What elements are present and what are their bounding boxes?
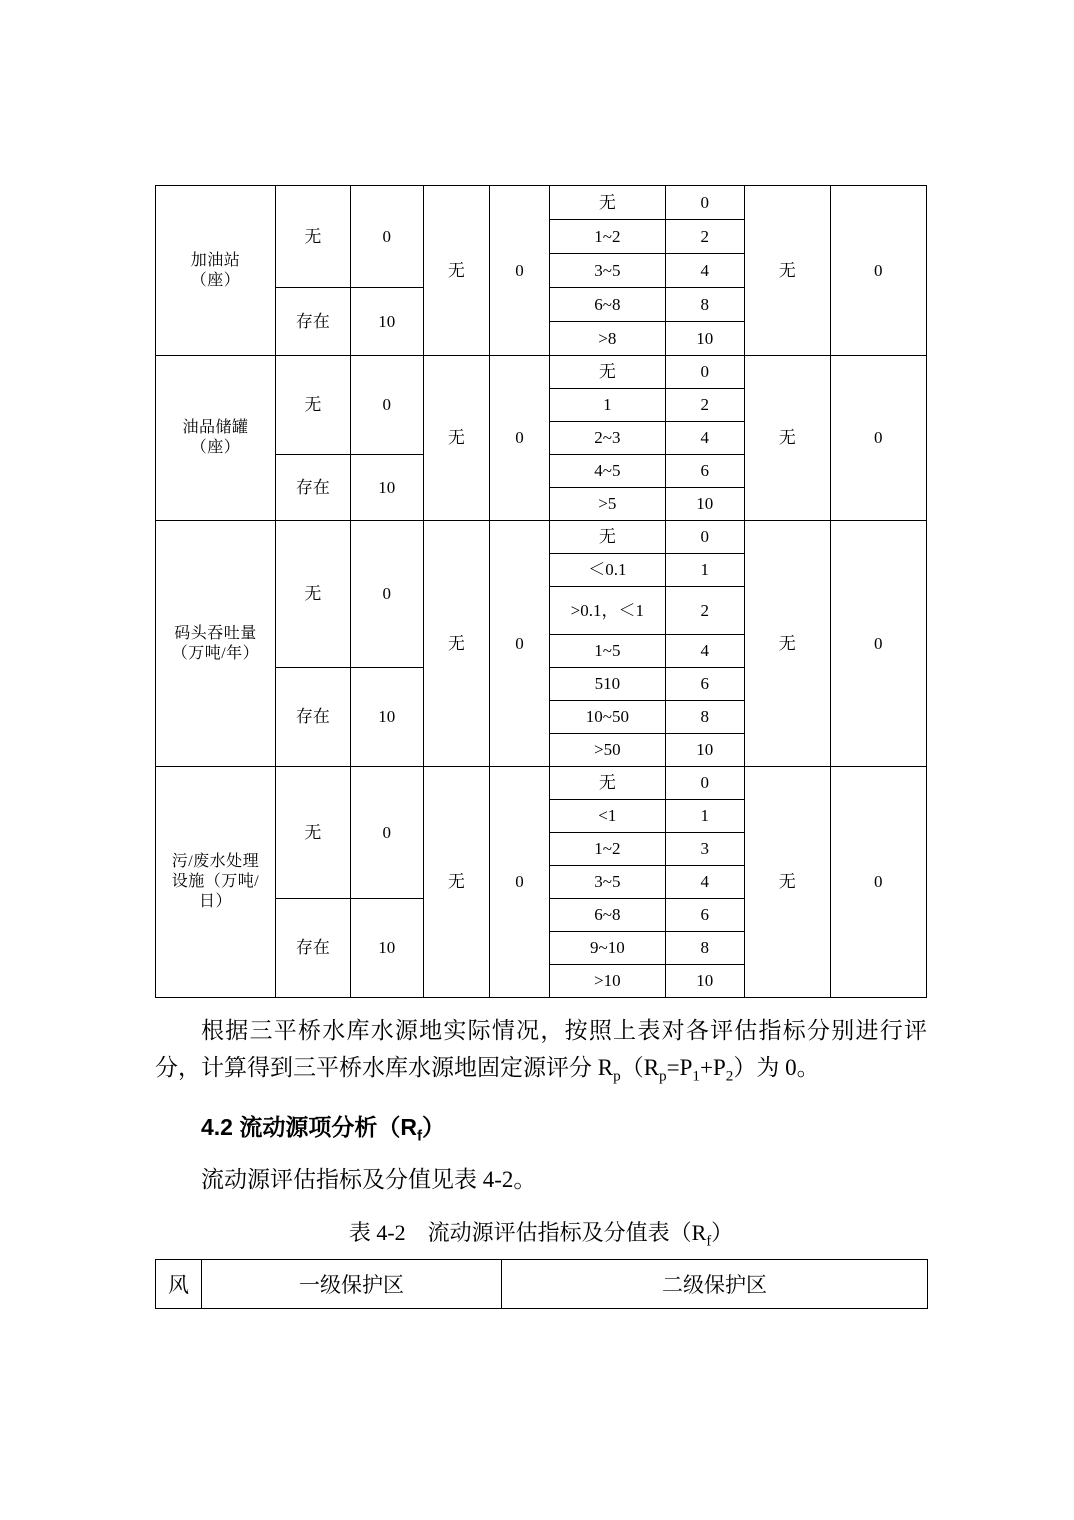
state-cell: 存在 <box>275 668 350 767</box>
caption-prefix: 表 4-2 流动源评估指标及分值表（R <box>348 1220 707 1246</box>
range-score-cell: 3 <box>665 833 744 866</box>
state-score-cell: 10 <box>350 899 423 998</box>
state-score-cell: 10 <box>350 455 423 521</box>
range-score-cell: 2 <box>665 220 744 254</box>
state-cell: 存在 <box>275 455 350 521</box>
row-label-oil-tank: 油品储罐 （座） <box>156 356 276 521</box>
heading-tail: ） <box>422 1114 446 1141</box>
right-score-cell: 0 <box>830 186 926 356</box>
paragraph-sub-2: 2 <box>725 1067 734 1085</box>
range-score-cell: 2 <box>665 389 744 422</box>
range-score-cell: 4 <box>665 422 744 455</box>
range-cell: 9~10 <box>550 932 666 965</box>
range-cell: 1 <box>550 389 666 422</box>
range-cell: 3~5 <box>550 254 666 288</box>
range-score-cell: 4 <box>665 254 744 288</box>
mid-score-cell: 0 <box>490 186 550 356</box>
row-label-gas-station: 加油站 （座） <box>156 186 276 356</box>
range-cell: 无 <box>550 356 666 389</box>
range-cell: 6~8 <box>550 288 666 322</box>
mid-score-cell: 0 <box>490 521 550 767</box>
caption-sub-f: f <box>706 1233 712 1250</box>
paragraph-block <box>155 1012 927 1089</box>
state-cell: 无 <box>275 767 350 899</box>
range-score-cell: 0 <box>665 186 744 220</box>
range-score-cell: 10 <box>665 734 744 767</box>
paragraph-text-part1: 根据三平桥水库水源地实际情况，按照上表对各评估指标分别进行评分，计算得到三平桥水库水源地固定源评分 R <box>155 1018 927 1081</box>
range-cell: <1 <box>550 800 666 833</box>
range-score-cell: 6 <box>665 455 744 488</box>
mid-score-cell: 0 <box>490 767 550 998</box>
row-label-wastewater-facility: 污/废水处理 设施（万吨/ 日） <box>156 767 276 998</box>
state-score-cell: 10 <box>350 668 423 767</box>
table-row <box>156 186 927 220</box>
range-score-cell: 10 <box>665 322 744 356</box>
range-cell: >50 <box>550 734 666 767</box>
state-cell: 无 <box>275 186 350 288</box>
state-cell: 存在 <box>275 899 350 998</box>
fixed-source-score-table <box>155 185 927 998</box>
range-score-cell: 10 <box>665 965 744 998</box>
paragraph-sub-p: p <box>613 1067 621 1085</box>
paragraph-sub-p2: p <box>659 1067 667 1085</box>
range-score-cell: 1 <box>665 800 744 833</box>
range-cell: ＜0.1 <box>550 554 666 587</box>
table-row <box>156 767 927 800</box>
table-row <box>156 521 927 554</box>
mid-state-cell: 无 <box>423 767 489 998</box>
range-cell: 6~8 <box>550 899 666 932</box>
range-score-cell: 6 <box>665 668 744 701</box>
range-score-cell: 0 <box>665 356 744 389</box>
table-row <box>156 1259 928 1308</box>
range-cell: 1~2 <box>550 833 666 866</box>
range-score-cell: 0 <box>665 767 744 800</box>
heading-sub-f: f <box>416 1128 423 1146</box>
state-cell: 无 <box>275 356 350 455</box>
state-cell: 无 <box>275 521 350 668</box>
mobile-source-score-table <box>155 1259 928 1309</box>
mid-state-cell: 无 <box>423 521 489 767</box>
right-state-cell: 无 <box>744 356 830 521</box>
range-cell: 无 <box>550 767 666 800</box>
right-score-cell: 0 <box>830 521 926 767</box>
state-score-cell: 10 <box>350 288 423 356</box>
range-cell: 10~50 <box>550 701 666 734</box>
mid-state-cell: 无 <box>423 356 489 521</box>
range-score-cell: 2 <box>665 587 744 635</box>
range-score-cell: 4 <box>665 635 744 668</box>
range-score-cell: 0 <box>665 521 744 554</box>
range-cell: >10 <box>550 965 666 998</box>
right-score-cell: 0 <box>830 356 926 521</box>
table-row <box>156 356 927 389</box>
mid-score-cell: 0 <box>490 356 550 521</box>
section-heading-4-2 <box>155 1109 927 1145</box>
right-state-cell: 无 <box>744 521 830 767</box>
heading-text: 4.2 流动源项分析（R <box>201 1114 417 1141</box>
page-content <box>155 185 927 1309</box>
header-cell-level1-zone: 一级保护区 <box>202 1259 502 1308</box>
range-score-cell: 6 <box>665 899 744 932</box>
range-score-cell: 1 <box>665 554 744 587</box>
range-cell: 510 <box>550 668 666 701</box>
state-score-cell: 0 <box>350 767 423 899</box>
header-cell-level2-zone: 二级保护区 <box>502 1259 928 1308</box>
range-cell: 无 <box>550 521 666 554</box>
range-cell: >0.1，＜1 <box>550 587 666 635</box>
range-cell: 3~5 <box>550 866 666 899</box>
paragraph-text-part4: +P <box>699 1055 726 1081</box>
state-score-cell: 0 <box>350 521 423 668</box>
table-4-2-caption <box>155 1216 927 1250</box>
range-cell: 1~5 <box>550 635 666 668</box>
paragraph-fixed-source-result <box>155 1012 927 1089</box>
range-score-cell: 8 <box>665 288 744 322</box>
right-state-cell: 无 <box>744 767 830 998</box>
range-cell: 无 <box>550 186 666 220</box>
range-score-cell: 8 <box>665 932 744 965</box>
paragraph-text-part5: ）为 0。 <box>733 1055 820 1081</box>
right-state-cell: 无 <box>744 186 830 356</box>
range-cell: >8 <box>550 322 666 356</box>
paragraph-mobile-source-intro: 流动源评估指标及分值见表 4-2。 <box>201 1167 537 1193</box>
state-cell: 存在 <box>275 288 350 356</box>
range-cell: 2~3 <box>550 422 666 455</box>
header-cell-risk: 风 <box>156 1259 202 1308</box>
paragraph-text-part2: （R <box>620 1055 660 1081</box>
range-cell: 4~5 <box>550 455 666 488</box>
paragraph-sub-1: 1 <box>692 1067 700 1085</box>
range-score-cell: 8 <box>665 701 744 734</box>
state-score-cell: 0 <box>350 186 423 288</box>
row-label-wharf-throughput: 码头吞吐量 （万吨/年） <box>156 521 276 767</box>
range-score-cell: 4 <box>665 866 744 899</box>
mid-state-cell: 无 <box>423 186 489 356</box>
right-score-cell: 0 <box>830 767 926 998</box>
caption-suffix: ） <box>711 1220 734 1246</box>
range-cell: >5 <box>550 488 666 521</box>
state-score-cell: 0 <box>350 356 423 455</box>
range-cell: 1~2 <box>550 220 666 254</box>
paragraph-text-part3: =P <box>666 1055 693 1081</box>
range-score-cell: 10 <box>665 488 744 521</box>
